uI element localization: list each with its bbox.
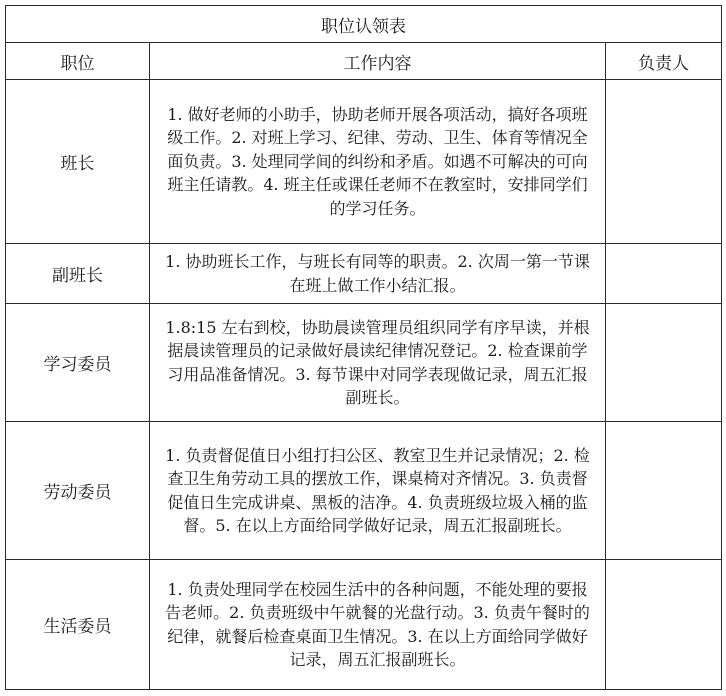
row-content-text: 1. 负责处理同学在校园生活中的各种问题，不能处理的要报告老师。2. 负责班级中午就餐的光盘行动。3. 负责午餐时的纪律，就餐后检查桌面卫生情况。3. 在以上方面给同学做好记录，周五汇报副班长。 [165, 579, 590, 669]
row-owner[interactable] [606, 80, 722, 244]
row-owner[interactable] [606, 560, 722, 690]
row-content-text: 1. 做好老师的小助手，协助老师开展各项活动，搞好各项班级工作。2. 对班上学习、纪律、劳动、卫生、体育等情况全面负责。3. 处理同学间的纠纷和矛盾。如遇不可解决的可向班主任请教。4. 班主任或课任老师不在教室时，安排同学们的学习任务。 [167, 104, 588, 218]
row-owner[interactable] [606, 422, 722, 560]
row-content [150, 244, 606, 304]
table-title-row [6, 6, 722, 43]
table-row [6, 304, 722, 422]
row-content [150, 80, 606, 244]
table-row [6, 80, 722, 244]
position-claim-table [5, 5, 722, 690]
row-owner[interactable] [606, 304, 722, 422]
row-owner[interactable] [606, 244, 722, 304]
header-owner: 负责人 [606, 43, 722, 80]
table-title: 职位认领表 [6, 6, 722, 43]
row-position: 生活委员 [6, 560, 150, 690]
row-content-text: 1. 协助班长工作，与班长有同等的职责。2. 次周一第一节课在班上做工作小结汇报。 [165, 252, 590, 295]
row-position: 学习委员 [6, 304, 150, 422]
row-content [150, 422, 606, 560]
row-position: 副班长 [6, 244, 150, 304]
row-content-text: 1.8:15 左右到校，协助晨读管理员组织同学有序早读，并根据晨读管理员的记录做好晨读纪律情况登记。2. 检查课前学习用品准备情况。3. 每节课中对同学表现做记录，周五汇报副班长。 [165, 317, 590, 407]
row-content [150, 560, 606, 690]
row-content-text: 1. 负责督促值日小组打扫公区、教室卫生并记录情况；2. 检查卫生角劳动工具的摆放工作，课桌椅对齐情况。3. 负责督促值日生完成讲桌、黑板的洁净。4. 负责班级垃圾入桶的监督。5. 在以上方面给同学做好记录，周五汇报副班长。 [165, 445, 590, 535]
row-position: 班长 [6, 80, 150, 244]
table-header-row [6, 43, 722, 80]
header-content: 工作内容 [150, 43, 606, 80]
position-claim-document [5, 5, 721, 690]
row-position: 劳动委员 [6, 422, 150, 560]
table-row [6, 560, 722, 690]
row-content [150, 304, 606, 422]
table-row [6, 244, 722, 304]
table-row [6, 422, 722, 560]
header-position: 职位 [6, 43, 150, 80]
